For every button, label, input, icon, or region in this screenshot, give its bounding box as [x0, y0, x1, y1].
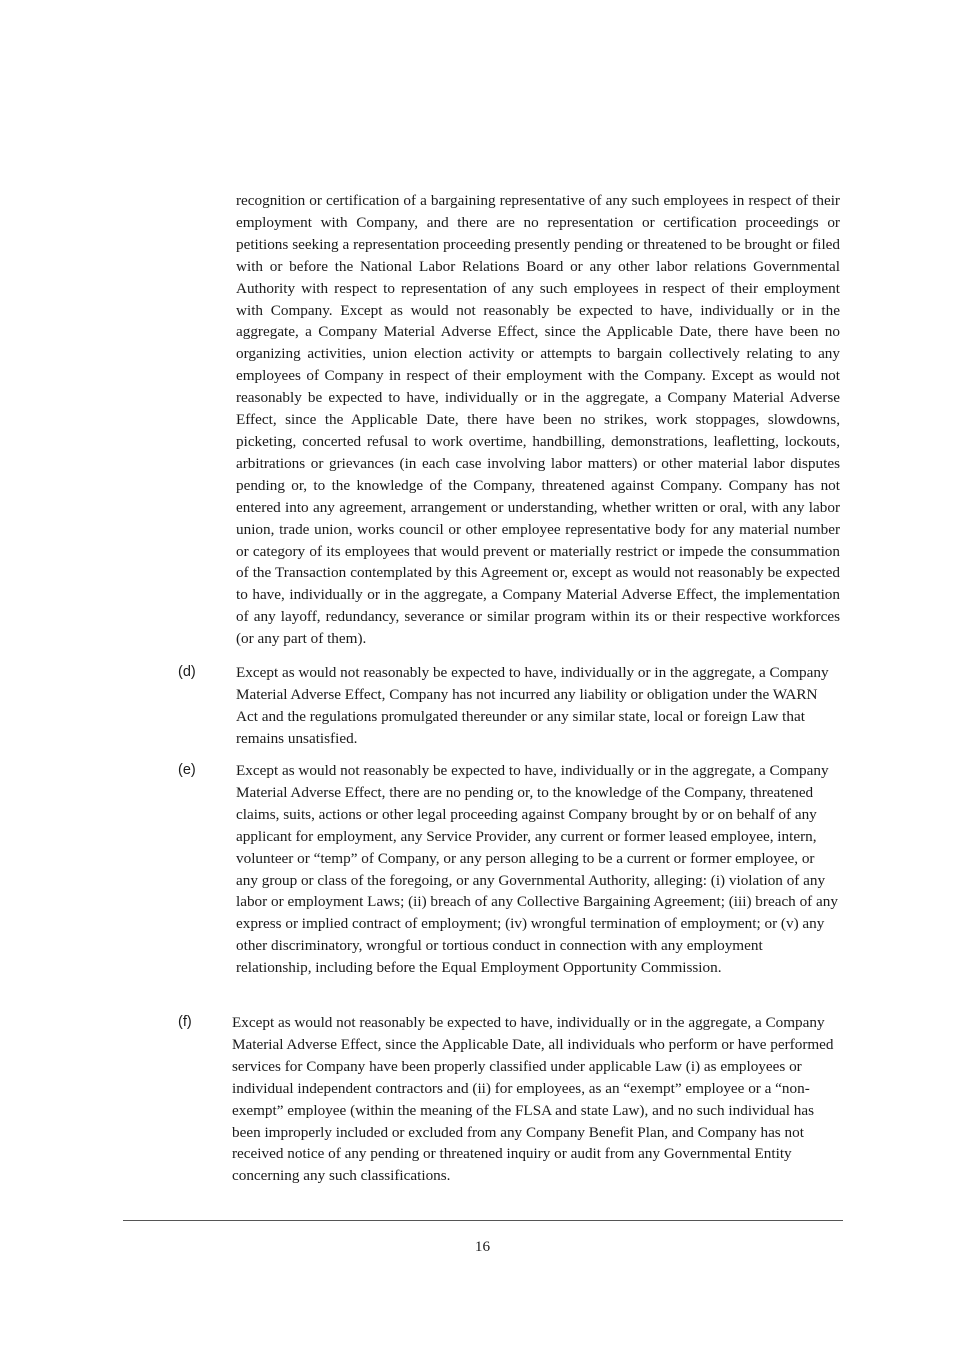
footer-divider	[123, 1220, 843, 1221]
page-number: 16	[474, 1238, 491, 1255]
item-text: Except as would not reasonably be expected to have, individually or in the aggregate, a Company Material Adverse Effect, since the Applicable Date, all individuals who perform or have performed services for Company have been properly classified under applicable Law (i) as employees or individual independent contractors and (ii) for employees, as an “exempt” employee or a “non-exempt” employee (within the meaning of the FLSA and state Law), and no such individual has been improperly included or excluded from any Company Benefit Plan, and Company has not received notice of any pending or threatened inquiry or audit from any Governmental Entity concerning any such classifications.	[232, 1014, 834, 1185]
continuation-paragraph: recognition or certification of a bargaining representative of any such employees in respect of their employment with Company, and there are no representation or certification proceedings or petitions seeking a representation proceeding presently pending or threatened to be brought or filed with or before the National Labor Relations Board or any other labor relations Governmental Authority with respect to representation of any such employees in respect of their employment with Company. Except as would not reasonably be expected to have, individually or in the aggregate, a Company Material Adverse Effect, since the Applicable Date, there have been no organizing activities, union election activity or attempts to bargain collectively relating to any employees of Company in respect of their employment with the Company. Except as would not reasonably be expected to have, individually or in the aggregate, a Company Material Adverse Effect, since the Applicable Date, there have been no strikes, work stoppages, slowdowns, picketing, concerted refusal to work overtime, handbilling, demonstrations, leafletting, lockouts, arbitrations or grievances (in each case involving labor matters) or other material labor disputes pending or, to the knowledge of the Company, threatened against Company. Company has not entered into any agreement, arrangement or understanding, whether written or oral, with any labor union, trade union, works council or other employee representative body for any material number or category of its employees that would prevent or materially restrict or impede the consummation of the Transaction contemplated by this Agreement or, except as would not reasonably be expected to have, individually or in the aggregate, a Company Material Adverse Effect, the implementation of any layoff, redundancy, severance or similar program within its or their respective workforces (or any part of them).	[236, 192, 840, 648]
item-label: (e)	[178, 762, 196, 778]
item-text: Except as would not reasonably be expected to have, individually or in the aggregate, a Company Material Adverse Effect, Company has not incurred any liability or obligation under the WARN Act and the regulations promulgated thereunder or any similar state, local or foreign Law that remains unsatisfied.	[236, 664, 829, 747]
item-text: Except as would not reasonably be expected to have, individually or in the aggregate, a Company Material Adverse Effect, there are no pending or, to the knowledge of the Company, threatened claims, suits, actions or other legal proceeding against Company brought by or on behalf of any applicant for employment, any Service Provider, any current or former leased employee, intern, volunteer or “temp” of Company, or any person alleging to be a current or former employee, or any group or class of the foregoing, or any Governmental Authority, alleging: (i) violation of any labor or employment Laws; (ii) breach of any Collective Bargaining Agreement; (iii) breach of any express or implied contract of employment; (iv) wrongful termination of employment; or (v) any other discriminatory, wrongful or tortious conduct in connection with any employment relationship, including before the Equal Employment Opportunity Commission.	[236, 762, 838, 977]
item-label: (d)	[178, 664, 196, 680]
item-label: (f)	[178, 1014, 192, 1030]
